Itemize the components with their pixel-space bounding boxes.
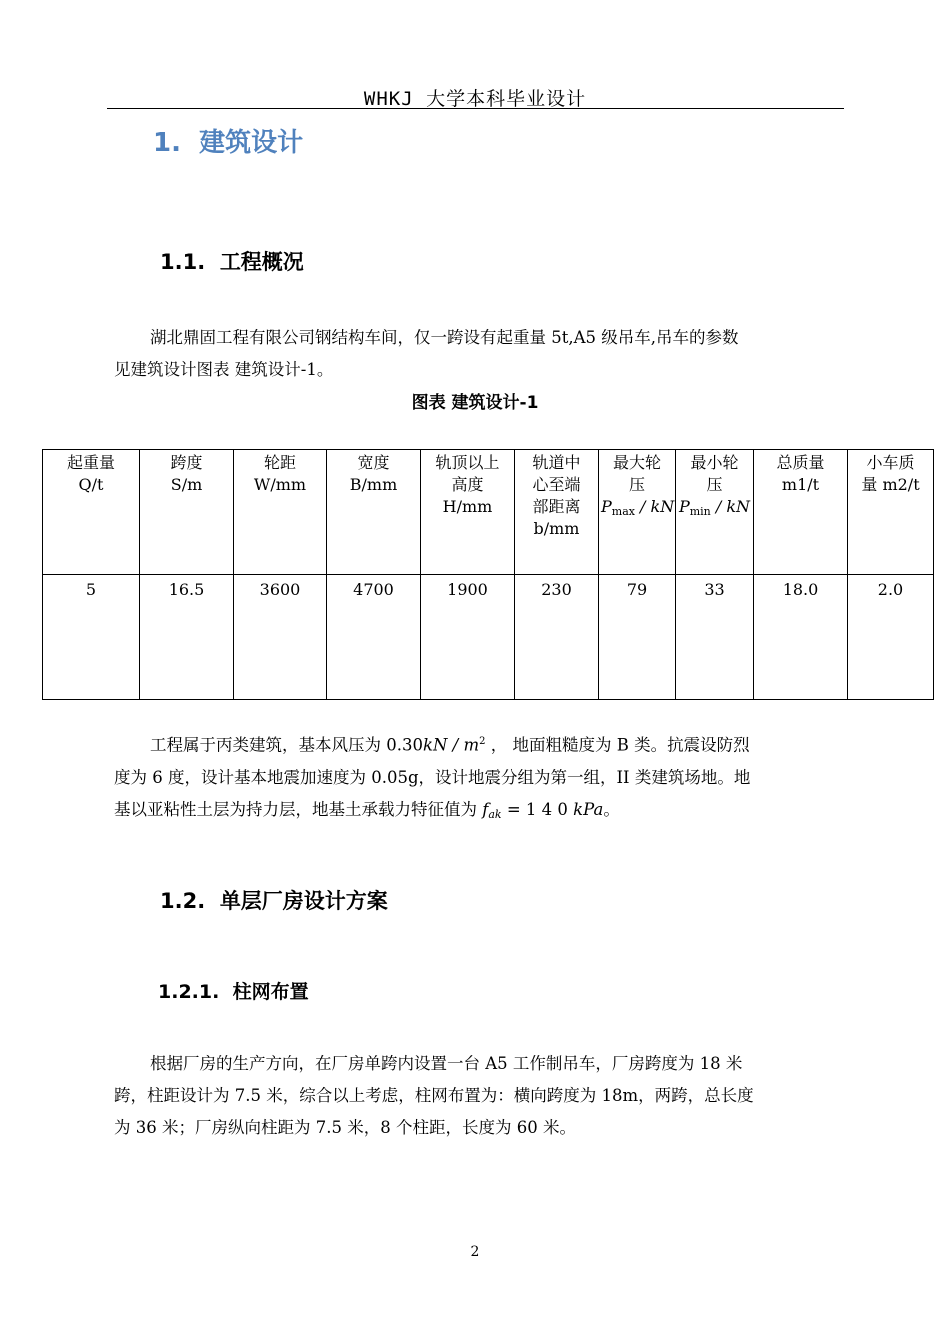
bearing-capacity-symbol: f <box>482 799 489 819</box>
unit-superscript: 2 <box>479 736 486 747</box>
header-divider <box>107 108 844 109</box>
header-text: 轨道中 <box>532 453 581 472</box>
site-line-3 <box>114 794 838 831</box>
crane-parameters-table <box>42 449 934 700</box>
header-text: 高度 <box>451 475 484 494</box>
header-text: 总质量 <box>776 453 825 472</box>
formula-subscript: min <box>689 505 711 518</box>
header-cell-rail-to-end-distance <box>515 450 599 575</box>
table-cell: 79 <box>599 575 676 700</box>
overview-line-1: 湖北鼎固工程有限公司钢结构车间，仅一跨设有起重量 5t,A5 级吊车,吊车的参数 <box>150 328 739 347</box>
section-1-number: 1. <box>153 128 181 158</box>
bearing-capacity-value: = 1 4 0 <box>501 799 574 819</box>
wind-pressure-unit: kN / m <box>422 735 480 755</box>
page-header-title: WHKJ 大学本科毕业设计 <box>363 88 587 110</box>
formula-symbol: P <box>678 497 690 516</box>
site-line-2: 度为 6 度，设计基本地震加速度为 0.05g，设计地震分组为第一组，II 类建筑场地。地 <box>114 767 751 787</box>
table-header-row <box>43 450 934 575</box>
header-cell-trolley-mass <box>848 450 934 575</box>
table-cell: 16.5 <box>140 575 234 700</box>
table-value-row <box>43 575 934 700</box>
formula-unit: / kN <box>634 497 675 516</box>
table-caption: 图表 建筑设计-1 <box>411 393 539 413</box>
header-text: 压 <box>706 475 723 494</box>
section-1-heading <box>153 122 303 159</box>
section-1-2-1-title: 柱网布置 <box>232 981 309 1003</box>
column-grid-paragraph <box>114 1048 838 1144</box>
header-unit: Q/t <box>78 475 104 494</box>
header-cell-total-mass <box>754 450 848 575</box>
bearing-capacity-unit: kPa <box>573 799 604 819</box>
text-run: 。 <box>603 799 620 819</box>
header-text: 跨度 <box>170 453 203 472</box>
header-text: 轮距 <box>263 453 296 472</box>
section-1-1-heading <box>160 246 304 276</box>
table-cell: 18.0 <box>754 575 848 700</box>
section-1-2-title: 单层厂房设计方案 <box>219 889 388 913</box>
header-cell-wheelbase <box>234 450 327 575</box>
table-cell: 1900 <box>421 575 515 700</box>
header-unit: S/m <box>170 475 203 494</box>
section-1-2-1-heading <box>158 977 309 1004</box>
table-cell: 2.0 <box>848 575 934 700</box>
header-formula <box>678 496 751 523</box>
header-text: 压 <box>628 475 645 494</box>
overview-line-2: 见建筑设计图表 建筑设计-1。 <box>114 360 334 379</box>
table-cell: 3600 <box>234 575 327 700</box>
header-text: 起重量 <box>66 453 115 472</box>
header-unit: H/mm <box>442 497 493 516</box>
section-1-1-number: 1.1. <box>160 250 206 274</box>
section-1-2-heading <box>160 885 388 915</box>
overview-paragraph <box>114 322 838 386</box>
formula-subscript: max <box>611 505 635 518</box>
formula-unit: / kN <box>710 497 751 516</box>
header-unit: 量 m2/t <box>861 475 920 494</box>
bearing-capacity-subscript: ak <box>488 807 502 821</box>
header-cell-max-wheel-load <box>599 450 676 575</box>
header-cell-lifting-capacity <box>43 450 140 575</box>
header-unit: W/mm <box>253 475 307 494</box>
header-cell-min-wheel-load <box>676 450 754 575</box>
header-formula <box>601 496 673 523</box>
grid-line-3: 为 36 米；厂房纵向柱距为 7.5 米，8 个柱距，长度为 60 米。 <box>114 1118 576 1137</box>
grid-line-2: 跨，柱距设计为 7.5 米，综合以上考虑，柱网布置为：横向跨度为 18m，两跨，总长度 <box>114 1086 754 1105</box>
header-cell-span <box>140 450 234 575</box>
header-text: 小车质 <box>866 453 915 472</box>
site-conditions-paragraph <box>114 726 838 831</box>
formula-symbol: P <box>601 497 612 516</box>
header-text: 轨顶以上 <box>435 453 500 472</box>
grid-line-1: 根据厂房的生产方向，在厂房单跨内设置一台 A5 工作制吊车，厂房跨度为 18 米 <box>150 1054 743 1073</box>
text-run: 工程属于丙类建筑，基本风压为 0.30 <box>150 735 423 755</box>
header-text: 宽度 <box>357 453 390 472</box>
table-cell: 33 <box>676 575 754 700</box>
header-text: 心至端 <box>532 475 581 494</box>
header-unit: b/mm <box>533 519 580 538</box>
table-cell: 5 <box>43 575 140 700</box>
section-1-2-1-number: 1.2.1. <box>158 981 220 1003</box>
text-run: 基以亚粘性土层为持力层，地基土承载力特征值为 <box>114 799 483 819</box>
site-line-1 <box>114 726 838 762</box>
page-number: 2 <box>470 1244 480 1260</box>
section-1-title: 建筑设计 <box>199 128 304 158</box>
text-run: ， 地面粗糙度为 B 类。抗震设防烈 <box>485 735 750 755</box>
header-text: 最大轮 <box>612 453 661 472</box>
table-cell: 230 <box>515 575 599 700</box>
header-text: 最小轮 <box>690 453 739 472</box>
header-cell-height-above-rail <box>421 450 515 575</box>
header-cell-width <box>327 450 421 575</box>
section-1-2-number: 1.2. <box>160 889 206 913</box>
header-unit: m1/t <box>781 475 820 494</box>
section-1-1-title: 工程概况 <box>219 250 304 274</box>
header-unit: B/mm <box>349 475 398 494</box>
table-cell: 4700 <box>327 575 421 700</box>
header-text: 部距离 <box>532 497 581 516</box>
